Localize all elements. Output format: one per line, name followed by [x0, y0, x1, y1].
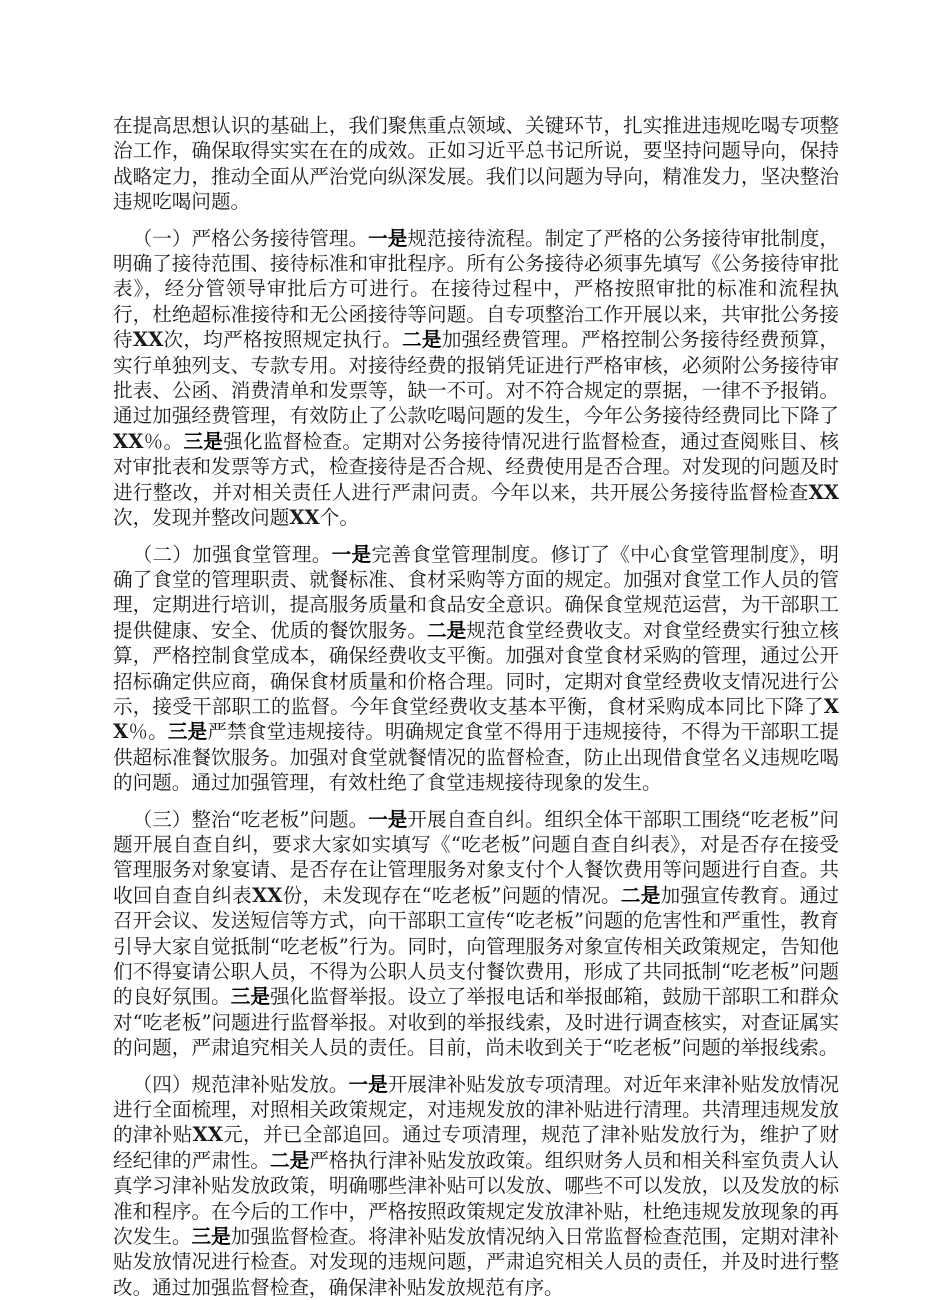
emphasis-run: 二是	[620, 883, 661, 907]
p-section-3	[113, 807, 839, 1061]
text-run: 强化监督举报。设立了举报电话和举报邮箱，鼓励干部职工和群众对“吃老板”问题进行监督举报。对收到的举报线索，及时进行调查核实，对查证属实的问题，严肃追究相关人员的责任。目前，尚未收到关于“吃老板”问题的举报线索。	[113, 985, 840, 1060]
emphasis-run: 二是	[402, 328, 442, 352]
placeholder-value: XX	[251, 883, 283, 907]
p-section-2	[113, 542, 839, 796]
text-run: 规范接待流程。制定了严格的公务接待审批制度，明确了接待范围、接待标准和审批程序。所有公务接待必须事先填写《公务接待审批表》，经分管领导审批后方可进行。在接待过程中，严格按照审批的标准和流程执行，杜绝超标准接待和无公函接待等问题。自专项整治工作开展以来，共审批公务接待	[113, 226, 840, 352]
emphasis-run: 三是	[183, 429, 224, 453]
text-run: 加强监督检查。将津补贴发放情况纳入日常监督检查范围，定期对津补贴发放情况进行检查。对发现的违规问题，严肃追究相关人员的责任，并及时进行整改。通过加强监督检查，确保津补贴发放规范有序。	[113, 1225, 840, 1299]
emphasis-run: 一是	[348, 1072, 388, 1096]
p-section-4	[113, 1072, 839, 1300]
text-run: ％。	[128, 720, 168, 744]
text-run: 开展自查自纠。组织全体干部职工围绕“吃老板”问题开展自查自纠，要求大家如实填写《“吃老板”问题自查自纠表》，对是否存在接受管理服务对象宴请、是否存在让管理服务对象支付个人餐饮费用等问题进行自查。共收回自查自纠表	[113, 807, 839, 907]
text-run: 在提高思想认识的基础上，我们聚焦重点领域、关键环节，扎实推进违规吃喝专项整治工作，确保取得实实在在的成效。正如习近平总书记所说，要坚持问题导向，保持战略定力，推动全面从严治党向纵深发展。我们以问题为导向，精准发力，坚决整治违规吃喝问题。	[113, 114, 839, 214]
emphasis-run: 二是	[426, 618, 467, 642]
emphasis-run: 一是	[331, 542, 372, 566]
placeholder-value: XX	[192, 1123, 223, 1147]
text-run: 次，发现并整改问题	[113, 506, 290, 530]
text-run: 开展津补贴发放专项清理。对近年来津补贴发放情况进行全面梳理，对照相关政策规定，对违规发放的津补贴进行清理。共清理违规发放的津补贴	[113, 1072, 840, 1147]
emphasis-run: 二是	[269, 1148, 310, 1172]
emphasis-run: 三是	[230, 985, 270, 1009]
placeholder-value: XX	[132, 328, 164, 352]
text-run: （四）规范津补贴发放。	[132, 1072, 349, 1096]
text-run: （二）加强食堂管理。	[132, 542, 332, 566]
p-intro	[113, 113, 839, 215]
placeholder-value: XX	[289, 506, 320, 530]
emphasis-run: 三是	[191, 1225, 231, 1249]
text-run: 严禁食堂违规接待。明确规定食堂不得用于违规接待，不得为干部职工提供超标准餐饮服务。加强对食堂就餐情况的监督检查，防止出现借食堂名义违规吃喝的问题。通过加强管理，有效杜绝了食堂违规接待现象的发生。	[113, 720, 840, 795]
text-run: 次，均严格按照规定执行。	[163, 328, 403, 352]
text-run: 个。	[319, 506, 359, 530]
placeholder-value: XX	[113, 694, 839, 744]
text-run: 份，未发现存在“吃老板”问题的情况。	[282, 883, 621, 907]
emphasis-run: 一是	[368, 226, 408, 250]
text-run: 强化监督检查。定期对公务接待情况进行监督检查，通过查阅账目、核对审批表和发票等方式，检查接待是否合规、经费使用是否合理。对发现的问题及时进行整改，并对相关责任人进行严肃问责。今年以来，共开展公务接待监督检查	[113, 429, 840, 504]
emphasis-run: 一是	[368, 807, 408, 831]
text-run: （一）严格公务接待管理。	[132, 226, 369, 250]
placeholder-value: XX	[113, 429, 144, 453]
emphasis-run: 三是	[167, 720, 208, 744]
p-section-1	[113, 226, 839, 531]
text-run: 完善食堂管理制度。修订了《中心食堂管理制度》，明确了食堂的管理职责、就餐标准、食材采购等方面的规定。加强对食堂工作人员的管理，定期进行培训，提高服务质量和食品安全意识。确保食堂规范运营，为干部职工提供健康、安全、优质的餐饮服务。	[113, 542, 840, 642]
text-run: 加强宣传教育。通过召开会议、发送短信等方式，向干部职工宣传“吃老板”问题的危害性和严重性，教育引导大家自觉抵制“吃老板”行为。同时，向管理服务对象宣传相关政策规定，告知他们不得宴请公职人员，不得为公职人员支付餐饮费用，形成了共同抵制“吃老板”问题的良好氛围。	[113, 883, 840, 1009]
placeholder-value: XX	[808, 480, 839, 504]
text-run: 加强经费管理。严格控制公务接待经费预算，实行单独列支、专款专用。对接待经费的报销凭证进行严格审核，必须附公务接待审批表、公函、消费清单和发票等，缺一不可。对不符合规定的票据，一律不予报销。通过加强经费管理，有效防止了公款吃喝问题的发生，今年公务接待经费同比下降了	[113, 328, 840, 428]
document-body	[113, 113, 839, 1300]
text-run: 元，并已全部追回。通过专项清理，规范了津补贴发放行为，维护了财经纪律的严肃性。	[113, 1123, 840, 1172]
text-run: 严格执行津补贴发放政策。组织财务人员和相关科室负责人认真学习津补贴发放政策，明确哪些津补贴可以发放、哪些不可以发放，以及发放的标准和程序。在今后的工作中，严格按照政策规定发放津补贴，杜绝违规发放现象的再次发生。	[113, 1148, 840, 1249]
text-run: 规范食堂经费收支。对食堂经费实行独立核算，严格控制食堂成本，确保经费收支平衡。加强对食堂食材采购的管理，通过公开招标确定供应商，确保食材质量和价格合理。同时，定期对食堂经费收支情况进行公示，接受干部职工的监督。今年食堂经费收支基本平衡，食材采购成本同比下降了	[113, 618, 840, 718]
text-run: （三）整治“吃老板”问题。	[132, 807, 369, 831]
text-run: ％。	[143, 429, 184, 453]
